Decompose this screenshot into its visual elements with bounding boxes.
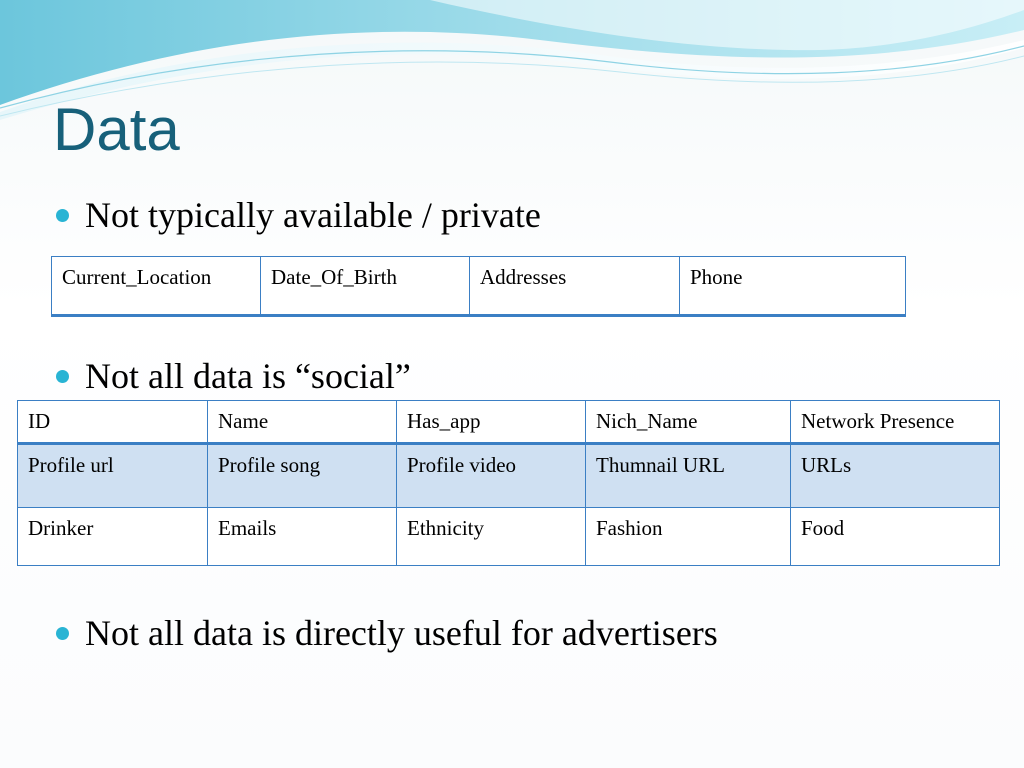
table-cell: Ethnicity — [397, 508, 586, 566]
bullet-item — [56, 354, 411, 398]
table-cell: Date_Of_Birth — [261, 257, 470, 316]
table-cell: Nich_Name — [586, 401, 791, 444]
table-row — [18, 401, 1000, 444]
social-data-table — [17, 400, 1000, 566]
bullet-dot-icon — [56, 209, 69, 222]
table-row — [52, 257, 906, 316]
table-cell: Addresses — [470, 257, 680, 316]
private-data-table — [51, 256, 906, 317]
bullet-item — [56, 611, 718, 655]
table-cell: Network Presence — [791, 401, 1000, 444]
bullet-text: Not all data is “social” — [85, 356, 411, 396]
bullet-dot-icon — [56, 627, 69, 640]
table-cell: Profile video — [397, 444, 586, 508]
table-row — [18, 508, 1000, 566]
table-cell: Profile url — [18, 444, 208, 508]
table-cell: Current_Location — [52, 257, 261, 316]
table-cell: ID — [18, 401, 208, 444]
bullet-text: Not typically available / private — [85, 195, 541, 235]
table-row — [18, 444, 1000, 508]
table-cell: Food — [791, 508, 1000, 566]
bullet-text: Not all data is directly useful for advertisers — [85, 613, 718, 653]
table-cell: Name — [208, 401, 397, 444]
table-cell: Drinker — [18, 508, 208, 566]
table-cell: Phone — [680, 257, 906, 316]
slide-title: Data — [53, 96, 180, 163]
table-cell: Fashion — [586, 508, 791, 566]
bullet-dot-icon — [56, 370, 69, 383]
table-cell: Emails — [208, 508, 397, 566]
bullet-item — [56, 193, 541, 237]
table-cell: Thumnail URL — [586, 444, 791, 508]
table-cell: Profile song — [208, 444, 397, 508]
table-cell: Has_app — [397, 401, 586, 444]
table-cell: URLs — [791, 444, 1000, 508]
